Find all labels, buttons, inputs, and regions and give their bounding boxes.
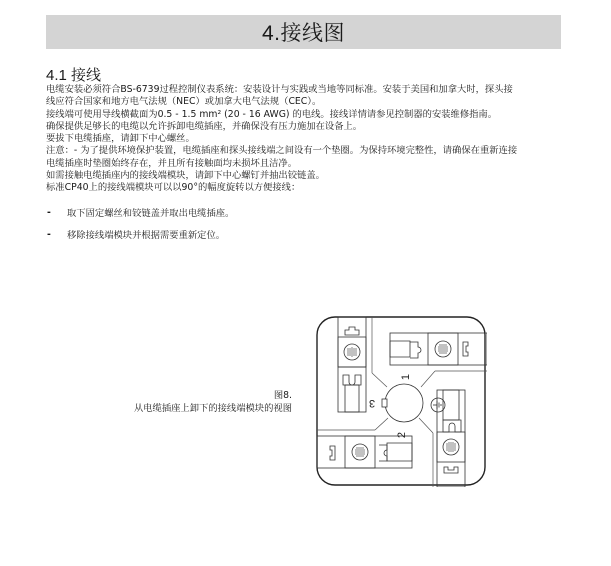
paragraph-line: 接线端可使用导线横截面为0.5 - 1.5 mm² (20 - 16 AWG) 的电线。接线详情请参见控制器的安装维修指南。 xyxy=(46,108,498,120)
figure-number: 图8. xyxy=(273,390,292,401)
bullet-text: 取下固定螺丝和铰链盖并取出电缆插座。 xyxy=(67,208,235,219)
bullet-marker: - xyxy=(47,206,51,218)
bullet-item xyxy=(46,206,234,218)
section-heading: 4.1 接线 xyxy=(46,67,102,84)
paragraph-line: 要拔下电缆插座，请卸下中心螺丝。 xyxy=(46,133,195,145)
svg-text:1: 1 xyxy=(400,373,412,381)
terminal-module-top-left xyxy=(338,317,366,412)
bullet-marker: - xyxy=(47,228,51,240)
svg-text:2: 2 xyxy=(396,431,408,439)
figure-caption xyxy=(134,389,292,415)
terminal-block-diagram xyxy=(315,315,487,487)
svg-text:3: 3 xyxy=(368,397,376,410)
section-body xyxy=(46,84,571,195)
bullet-item xyxy=(46,228,234,240)
paragraph-line: 线应符合国家和地方电气法规（NEC）或加拿大电气法规（CEC）。 xyxy=(46,96,322,108)
terminal-module-bottom-left xyxy=(317,436,412,468)
center-hub xyxy=(382,384,423,422)
paragraph-line: 确保提供足够长的电缆以允许拆卸电缆插座，并确保没有压力施加在设备上。 xyxy=(46,120,363,132)
paragraph-line: 注意：- 为了提供环境保护装置，电缆插座和探头接线端之间设有一个垫圈。为保持环境完整性，请确保在重新连接 xyxy=(46,145,518,157)
paragraph-line: 标准CP40上的接线端模块可以以90°的幅度旋转以方便接线： xyxy=(46,182,301,194)
chapter-title-bar xyxy=(46,15,561,49)
terminal-module-top-right xyxy=(390,333,487,365)
paragraph-line: 如需接触电缆插座内的接线端模块，请卸下中心螺钉并抽出铰链盖。 xyxy=(46,170,325,182)
bullet-list xyxy=(46,206,234,250)
chapter-title: 4.接线图 xyxy=(261,22,345,45)
paragraph-line: 电缆插座时垫圈始终存在，并且所有接触面均未损坏且洁净。 xyxy=(46,157,298,169)
figure-caption-text: 从电缆插座上卸下的接线端模块的视图 xyxy=(133,403,292,414)
bullet-text: 移除接线端模块并根据需要重新定位。 xyxy=(67,230,226,241)
paragraph-line: 电缆安装必须符合BS-6739过程控制仪表系统：安装设计与实践或当地等同标准。安装于美国和加拿大时，探头接 xyxy=(46,84,513,95)
